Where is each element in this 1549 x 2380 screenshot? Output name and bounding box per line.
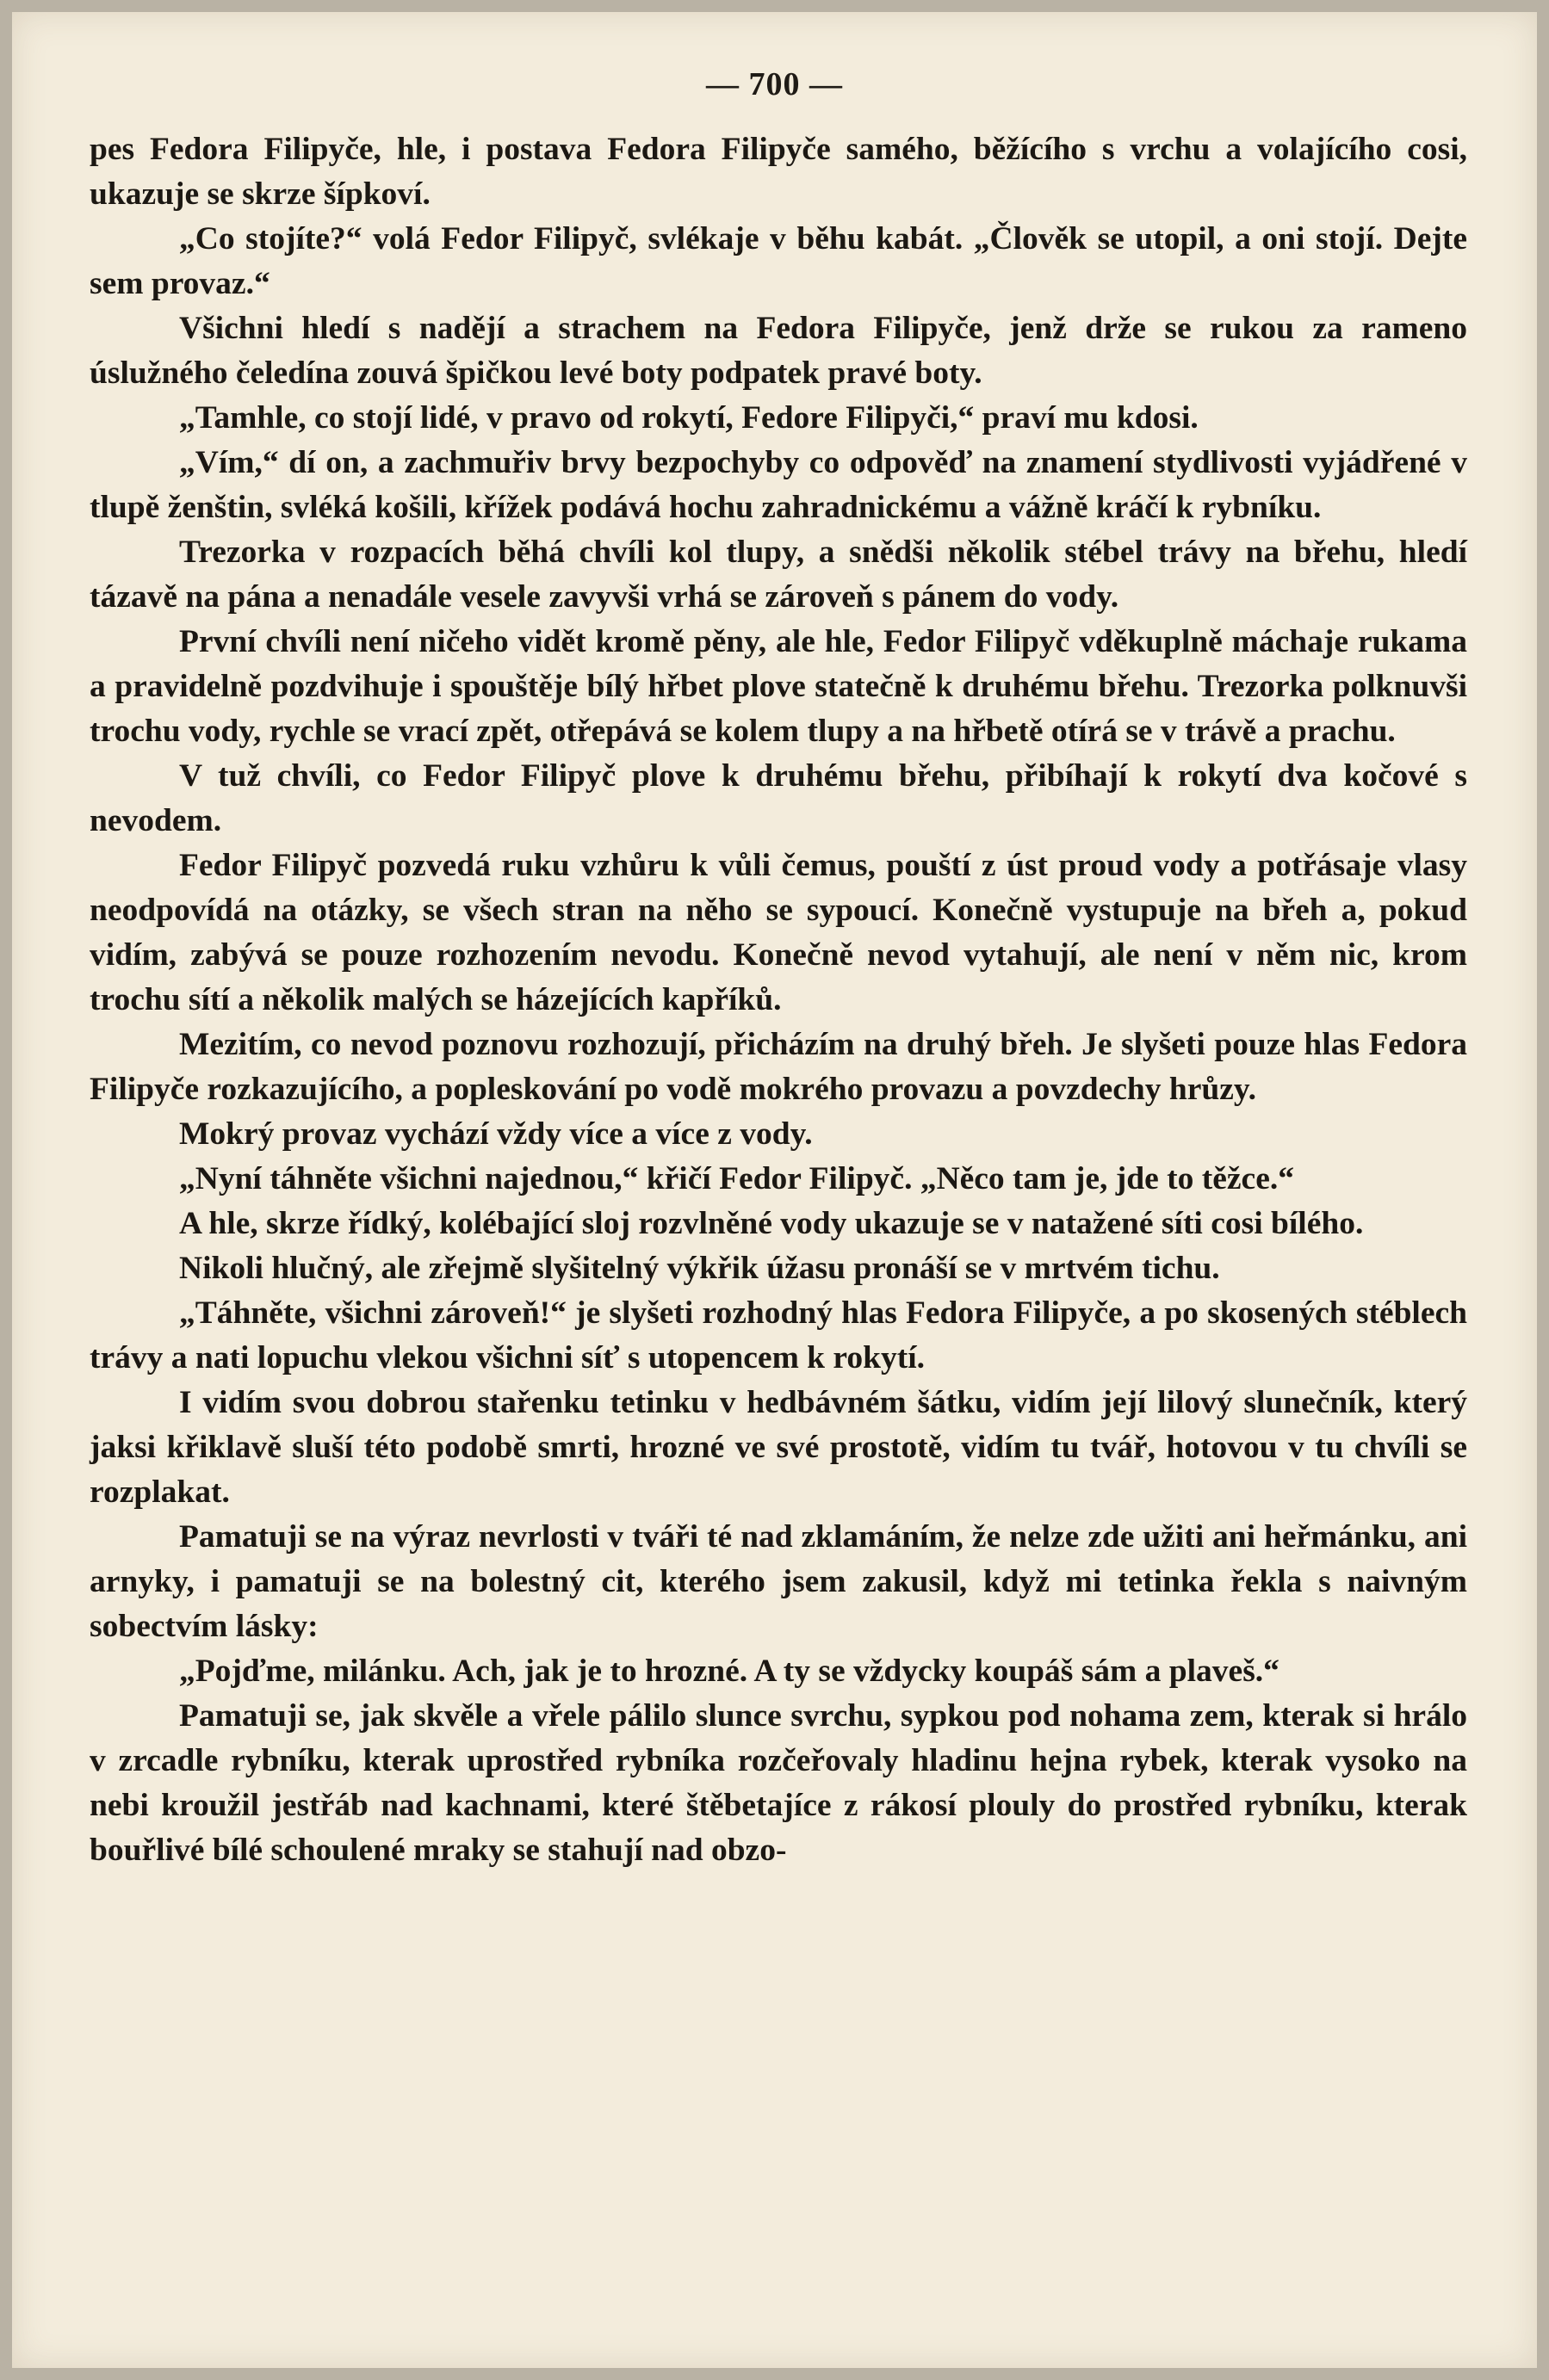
paragraph-1: pes Fedora Filipyče, hle, i postava Fedora Filipyče samého, běžícího s vrchu a volajícího cosi, ukazuje se skrze šípkoví. [90, 132, 1467, 212]
page-number: — 700 — [706, 66, 843, 102]
paragraph-4: „Tamhle, co stojí lidé, v pravo od rokytí, Fedore Filipyči,“ praví mu kdosi. [179, 400, 1199, 436]
paragraph-5: „Vím,“ dí on, a zachmuřiv brvy bezpochyby co odpověď na znamení stydlivosti vyjádřené v tlupě ženštin, svléká košili, křížek podává hochu zahradnickému a vážně kráčí k rybníku. [90, 445, 1467, 525]
paragraph-8: V tuž chvíli, co Fedor Filipyč plove k druhému břehu, přibíhají k rokytí dva kočové s nevodem. [90, 758, 1467, 838]
paragraph-9: Fedor Filipyč pozvedá ruku vzhůru k vůli čemus, pouští z úst proud vody a potřásaje vlasy neodpovídá na otázky, se všech stran na něho se sypoucí. Konečně vystupuje na břeh a, pokud vidím, zabývá se pouze rozhozením nevodu. Konečně nevod vytahují, ale není v něm nic, krom trochu sítí a několik malých se házejících kapříků. [90, 848, 1467, 1017]
paragraph-12: „Nyní táhněte všichni najednou,“ křičí Fedor Filipyč. „Něco tam je, jde to těžce.“ [179, 1161, 1294, 1196]
paragraph-14: Nikoli hlučný, ale zřejmě slyšitelný výkřik úžasu pronáší se v mrtvém tichu. [179, 1251, 1220, 1286]
paragraph-2: „Co stojíte?“ volá Fedor Filipyč, svlékaje v běhu kabát. „Člověk se utopil, a oni stojí. Dejte sem provaz.“ [90, 221, 1467, 301]
paragraph-16: I vidím svou dobrou stařenku tetinku v hedbávném šátku, vidím její lilový slunečník, který jaksi křiklavě sluší této podobě smrti, hrozné ve své prostotě, vidím tu tvář, hotovou v tu chvíli se rozplakat. [90, 1385, 1467, 1510]
paragraph-6: Trezorka v rozpacích běhá chvíli kol tlupy, a snědši několik stébel trávy na břehu, hledí tázavě na pána a nenadále vesele zavyvši vrhá se zároveň s pánem do vody. [90, 535, 1467, 615]
paragraph-18: „Pojďme, milánku. Ach, jak je to hrozné. A ty se vždycky koupáš sám a plaveš.“ [179, 1654, 1279, 1689]
paragraph-10: Mezitím, co nevod poznovu rozhozují, přicházím na druhý břeh. Je slyšeti pouze hlas Fedora Filipyče rozkazujícího, a popleskování po vodě mokrého provazu a povzdechy hrůzy. [90, 1027, 1467, 1107]
paragraph-15: „Táhněte, všichni zároveň!“ je slyšeti rozhodný hlas Fedora Filipyče, a po skosených stéblech trávy a nati lopuchu vlekou všichni síť s utopencem k rokytí. [90, 1295, 1467, 1375]
book-page [12, 12, 1537, 2368]
paragraph-17: Pamatuji se na výraz nevrlosti v tváři té nad zklamáním, že nelze zde užiti ani heřmánku, ani arnyky, i pamatuji se na bolestný cit, kterého jsem zakusil, když mi tetinka řekla s naivným sobectvím lásky: [90, 1519, 1467, 1644]
paragraph-19: Pamatuji se, jak skvěle a vřele pálilo slunce svrchu, sypkou pod nohama zem, kterak si hrálo v zrcadle rybníku, kterak uprostřed rybníka rozčeřovaly hladinu hejna rybek, kterak vysoko na nebi kroužil jestřáb nad kachnami, které štěbetajíce z rákosí plouly do prostřed rybníku, kterak bouřlivé bílé schoulené mraky se stahují nad obzo- [90, 1698, 1467, 1868]
paragraph-3: Všichni hledí s nadějí a strachem na Fedora Filipyče, jenž drže se rukou za rameno úslužného čeledína zouvá špičkou levé boty podpatek pravé boty. [90, 311, 1467, 391]
paragraph-11: Mokrý provaz vychází vždy více a více z vody. [179, 1116, 813, 1152]
body-text [90, 127, 1467, 1873]
paragraph-13: A hle, skrze řídký, kolébající sloj rozvlněné vody ukazuje se v natažené síti cosi bílého. [179, 1206, 1364, 1241]
paragraph-7: První chvíli není ničeho vidět kromě pěny, ale hle, Fedor Filipyč vděkuplně máchaje rukama a pravidelně pozdvihuje i spouštěje bílý hřbet plove statečně k druhému břehu. Trezorka polknuvši trochu vody, rychle se vrací zpět, otřepává se kolem tlupy a na hřbetě otírá se v trávě a prachu. [90, 624, 1467, 749]
